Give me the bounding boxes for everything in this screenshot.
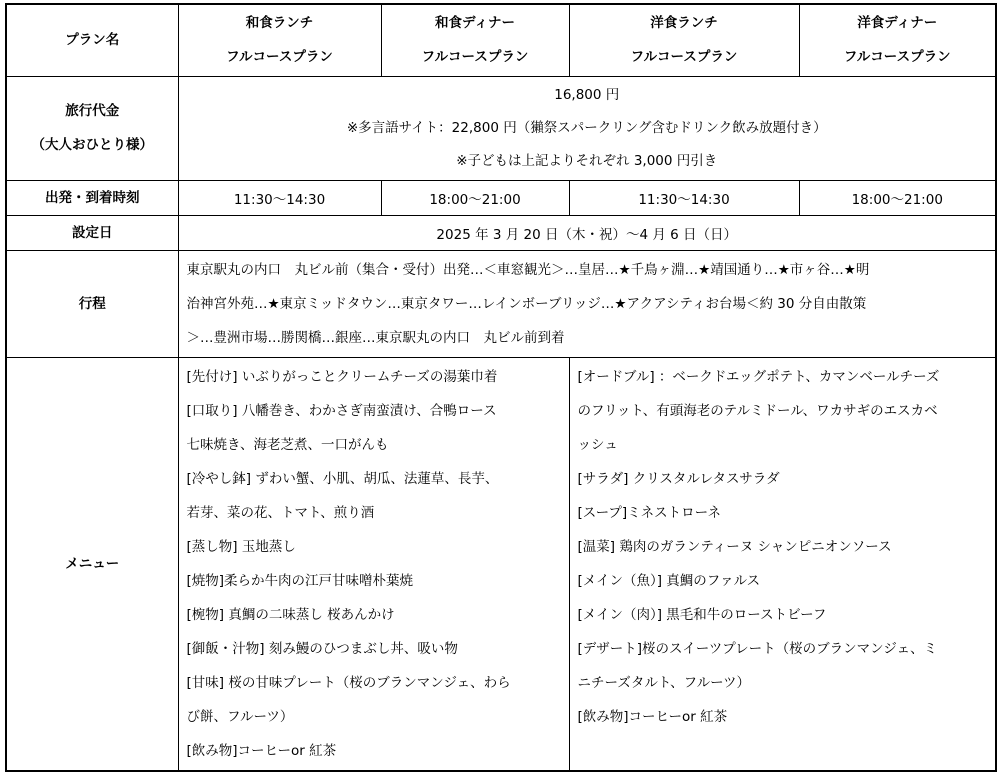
plan-type: フルコースプラン — [843, 49, 951, 66]
plan-name: 和食ランチ — [245, 15, 314, 32]
menu-line: び餅、フルーツ） — [186, 708, 294, 725]
price-cell — [178, 76, 996, 180]
price-label — [6, 76, 178, 180]
plan-name: 洋食ランチ — [650, 15, 718, 32]
date-value: 2025 年 3 月 20 日（木・祝）～4 月 6 日（日） — [178, 215, 996, 250]
menu-line: [飲み物]コーヒーor 紅茶 — [186, 742, 337, 759]
date-row — [6, 215, 996, 250]
plan-name: 洋食ディナー — [857, 15, 938, 32]
menu-line: [温菜] 鶏肉のガランティーヌ シャンピニオンソース — [577, 538, 892, 555]
menu-line: [メイン（肉）] 黒毛和牛のローストビーフ — [577, 606, 827, 623]
menu-japanese — [178, 357, 569, 771]
itinerary-line: 治神宮外苑…★東京ミッドタウン…東京タワー…レインボーブリッジ…★アクアシティお台場＜約 30 分自由散策 — [186, 295, 867, 312]
plan-header-west-dinner — [799, 4, 996, 76]
menu-line: [メイン（魚）] 真鯛のファルス — [577, 572, 761, 589]
price-label-line: 旅行代金 — [65, 103, 120, 119]
itinerary-label: 行程 — [6, 250, 178, 357]
menu-row — [6, 357, 996, 771]
itinerary-line: ＞…豊洲市場…勝関橋…銀座…東京駅丸の内口 丸ビル前到着 — [186, 329, 565, 346]
menu-line: [御飯・汁物] 刻み鰻のひつまぶし丼、吸い物 — [186, 640, 458, 657]
plan-name-label: プラン名 — [6, 4, 178, 76]
menu-line: ニチーズタルト、フルーツ） — [577, 674, 751, 691]
time-row — [6, 180, 996, 215]
menu-line: [蒸し物] 玉地蒸し — [186, 538, 296, 555]
plan-header-row — [6, 4, 996, 76]
menu-line: [口取り] 八幡巻き、わかさぎ南蛮漬け、合鴨ロース — [186, 402, 497, 419]
menu-line: [甘味] 桜の甘味プレート（桜のブランマンジェ、わら — [186, 674, 511, 691]
plan-header-jp-lunch — [178, 4, 381, 76]
menu-line: [先付け] いぶりがっことクリームチーズの湯葉巾着 — [186, 368, 498, 385]
menu-label: メニュー — [6, 357, 178, 771]
time-label: 出発・到着時刻 — [6, 180, 178, 215]
date-label: 設定日 — [6, 215, 178, 250]
time-value: 18:00～21:00 — [799, 180, 996, 215]
menu-western — [569, 357, 996, 771]
menu-line: [オードブル] ：ベークドエッグポテト、カマンベールチーズ — [577, 368, 940, 385]
plan-header-jp-dinner — [381, 4, 569, 76]
price-note: ※多言語サイト：22,800 円（獺祭スパークリング含むドリンク飲み放題付き） — [346, 119, 827, 136]
menu-line: [椀物] 真鯛の二味蒸し 桜あんかけ — [186, 606, 395, 623]
plan-header-west-lunch — [569, 4, 799, 76]
price-note: ※子どもは上記よりそれぞれ 3,000 円引き — [456, 152, 718, 169]
time-value: 11:30～14:30 — [178, 180, 381, 215]
time-value: 11:30～14:30 — [569, 180, 799, 215]
price-label-line: （大人おひとり様） — [31, 137, 153, 153]
menu-line: [冷やし鉢] ずわい蟹、小肌、胡瓜、法蓮草、長芋、 — [186, 470, 499, 487]
menu-line: [焼物]柔らか牛肉の江戸甘味噌朴葉焼 — [186, 572, 414, 589]
menu-line: [飲み物]コーヒーor 紅茶 — [577, 708, 728, 725]
plan-type: フルコースプラン — [630, 49, 738, 66]
menu-line: [サラダ] クリスタルレタスサラダ — [577, 470, 780, 487]
menu-line: [スープ]ミネストローネ — [577, 504, 722, 521]
menu-line: 七味焼き、海老芝煮、一口がんも — [186, 436, 389, 453]
menu-line: [デザート]桜のスイーツプレート（桜のブランマンジェ、ミ — [577, 640, 938, 657]
menu-line: 若芽、菜の花、トマト、煎り酒 — [186, 504, 375, 521]
plan-type: フルコースプラン — [226, 49, 333, 66]
plan-name: 和食ディナー — [435, 15, 515, 32]
menu-line: ッシュ — [577, 436, 618, 453]
price-row — [6, 76, 996, 180]
tour-plan-table — [5, 3, 997, 772]
itinerary-line: 東京駅丸の内口 丸ビル前（集合・受付）出発…＜車窓観光＞…皇居…★千鳥ヶ淵…★靖国通り…★市ヶ谷…★明 — [186, 261, 870, 278]
menu-line: のフリット、有頭海老のテルミドール、ワカサギのエスカベ — [577, 402, 938, 419]
price-amount: 16,800 円 — [554, 86, 620, 103]
plan-type: フルコースプラン — [421, 49, 529, 66]
itinerary-row — [6, 250, 996, 357]
time-value: 18:00～21:00 — [381, 180, 569, 215]
itinerary-cell — [178, 250, 996, 357]
